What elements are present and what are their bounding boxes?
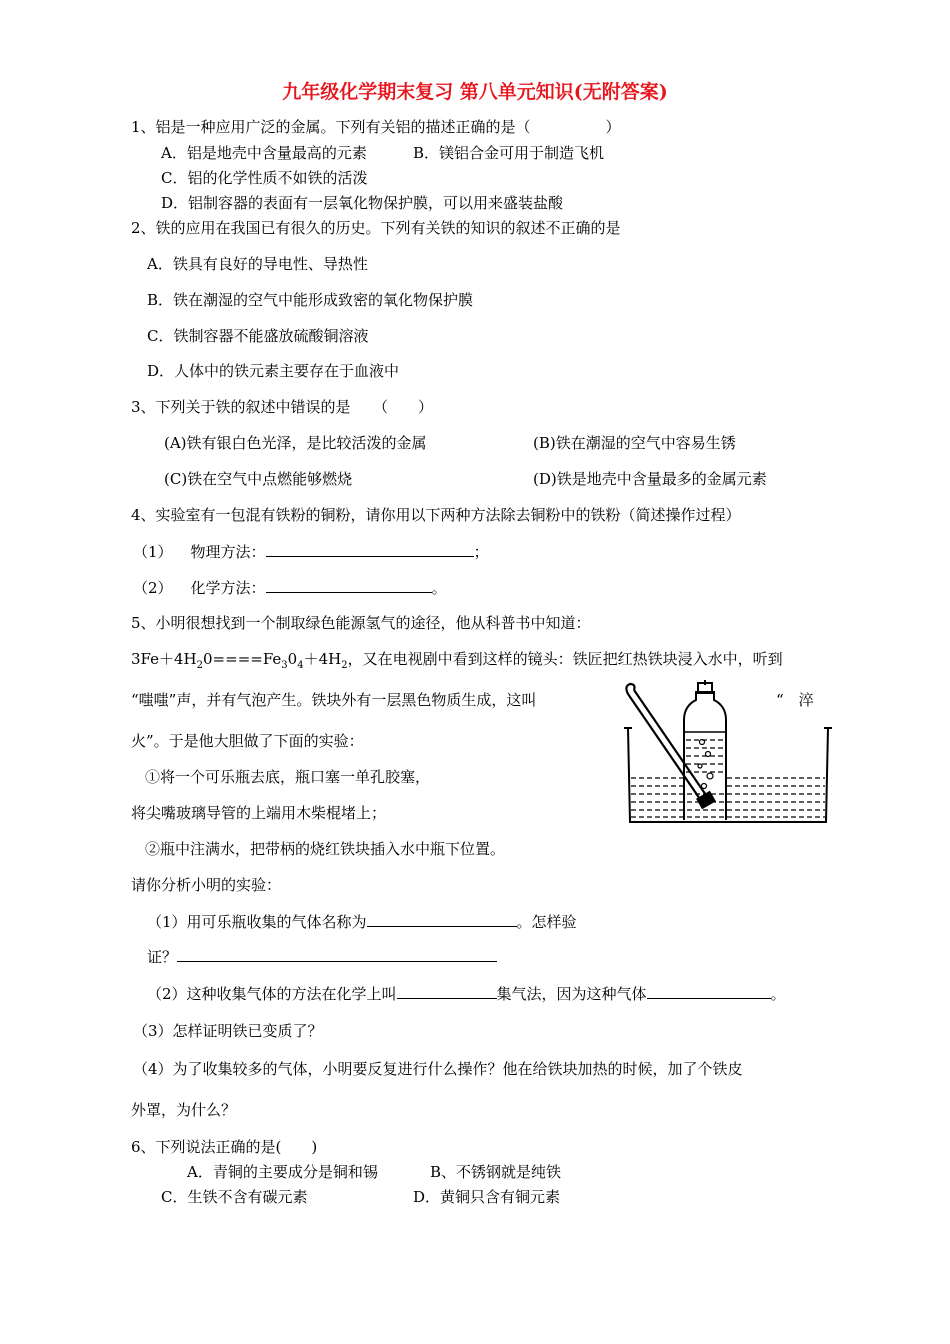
q5-sub2-text: （2）这种收集气体的方法在化学上叫 bbox=[147, 985, 397, 1003]
q6-option-c: C．生铁不含有碳元素 bbox=[161, 1188, 308, 1206]
q5-sub2-reason-blank[interactable] bbox=[647, 983, 771, 999]
q4-part2-number: （2） bbox=[133, 579, 173, 597]
equation-part: 3Fe＋4H bbox=[131, 650, 197, 668]
q4-stem: 4、实验室有一包混有铁粉的铜粉，请你用以下两种方法除去铜粉中的铁粉（简述操作过程） bbox=[131, 506, 741, 524]
q4-part1-end: ； bbox=[473, 543, 489, 561]
q5-equation-line bbox=[131, 649, 783, 669]
q3-option-b: (B)铁在潮湿的空气中容易生锈 bbox=[533, 434, 736, 452]
q3-option-a: (A)铁有银白色光泽，是比较活泼的金属 bbox=[164, 434, 427, 452]
equation-part: 0====Fe bbox=[203, 650, 282, 668]
q2-option-c: C．铁制容器不能盛放硫酸铜溶液 bbox=[147, 327, 369, 345]
iron-handle bbox=[626, 684, 708, 802]
q1-option-d: D．铝制容器的表面有一层氧化物保护膜，可以用来盛装盐酸 bbox=[161, 194, 564, 212]
page-title: 九年级化学期末复习 第八单元知识(无附答案) bbox=[282, 81, 668, 103]
equation-tail: ，又在电视剧中看到这样的镜头：铁匠把红热铁块浸入水中，听到 bbox=[347, 650, 783, 668]
q4-part1 bbox=[133, 541, 489, 562]
q2-option-b: B．铁在潮湿的空气中能形成致密的氧化物保护膜 bbox=[147, 291, 474, 309]
q5-stem: 5、小明很想找到一个制取绿色能源氢气的途径，他从科普书中知道： bbox=[131, 614, 591, 632]
experiment-diagram bbox=[622, 680, 838, 825]
q1-option-c: C．铝的化学性质不如铁的活泼 bbox=[161, 169, 368, 187]
q5-line3-end: “ 淬 bbox=[776, 691, 814, 709]
q5-sub3: （3）怎样证明铁已变质了？ bbox=[133, 1022, 323, 1040]
q6-stem: 6、下列说法正确的是( ) bbox=[131, 1138, 318, 1156]
q1-option-a: A．铝是地壳中含量最高的元素 bbox=[161, 144, 367, 162]
q6-option-b: B、不锈钢就是纯铁 bbox=[430, 1163, 562, 1181]
q2-option-a: A．铁具有良好的导电性、导热性 bbox=[147, 255, 368, 273]
q5-sub1-verify bbox=[147, 946, 497, 967]
equation-subscript: 2 bbox=[196, 660, 204, 671]
q5-sub2 bbox=[147, 983, 786, 1004]
q4-part2 bbox=[133, 577, 447, 598]
q5-sub4-cont: 外罩，为什么？ bbox=[131, 1101, 237, 1119]
q5-line3: “嗤嗤”声，并有气泡产生。铁块外有一层黑色物质生成，这叫 bbox=[131, 691, 537, 709]
q6-option-d: D．黄铜只含有铜元素 bbox=[413, 1188, 561, 1206]
q3-option-c: (C)铁在空气中点燃能够燃烧 bbox=[164, 470, 353, 488]
q5-sub1-text-end: 。怎样验 bbox=[516, 913, 577, 931]
q4-part2-label: 化学方法： bbox=[190, 579, 266, 597]
q5-step1-cont: 将尖嘴玻璃导管的上端用木柴棍堵上； bbox=[131, 804, 387, 822]
beaker-outline bbox=[628, 728, 828, 822]
equation-part: ＋4H bbox=[303, 650, 342, 668]
q4-part1-number: （1） bbox=[133, 543, 173, 561]
q3-stem: 3、下列关于铁的叙述中错误的是 （ ） bbox=[131, 398, 434, 416]
equation-subscript: 2 bbox=[341, 660, 348, 671]
q2-option-d: D．人体中的铁元素主要存在于血液中 bbox=[147, 362, 400, 380]
q5-sub2-method-blank[interactable] bbox=[397, 983, 497, 999]
q5-sub1-verify-blank[interactable] bbox=[177, 946, 497, 962]
q1-stem: 1、铝是一种应用广泛的金属。下列有关铝的描述正确的是（ ） bbox=[131, 118, 621, 136]
q5-sub1-gas-blank[interactable] bbox=[367, 911, 517, 927]
q5-line4: 火”。于是他大胆做了下面的实验： bbox=[131, 732, 364, 750]
equation-subscript: 4 bbox=[297, 660, 304, 671]
q2-stem: 2、铁的应用在我国已有很久的历史。下列有关铁的知识的叙述不正确的是 bbox=[131, 219, 621, 237]
q6-option-a: A．青铜的主要成分是铜和锡 bbox=[187, 1163, 378, 1181]
q5-sub2-text-mid: 集气法，因为这种气体 bbox=[496, 985, 647, 1003]
q5-sub2-end: 。 bbox=[770, 985, 786, 1003]
q5-analyze: 请你分析小明的实验： bbox=[131, 876, 282, 894]
water-lines bbox=[631, 740, 825, 817]
q4-part2-end: 。 bbox=[431, 579, 447, 597]
q4-part1-label: 物理方法： bbox=[190, 543, 266, 561]
q1-option-b: B．镁铝合金可用于制造飞机 bbox=[413, 144, 605, 162]
q5-step2: ②瓶中注满水，把带柄的烧红铁块插入水中瓶下位置。 bbox=[145, 840, 506, 858]
equation-part: 0 bbox=[287, 650, 298, 668]
equation-subscript: 3 bbox=[281, 660, 288, 671]
q5-step1: ①将一个可乐瓶去底，瓶口塞一单孔胶塞， bbox=[145, 768, 431, 786]
q3-option-d: (D)铁是地壳中含量最多的金属元素 bbox=[533, 470, 767, 488]
q5-sub1-verify-label: 证？ bbox=[147, 948, 178, 966]
q4-part1-answer-blank[interactable] bbox=[266, 541, 474, 557]
q4-part2-answer-blank[interactable] bbox=[266, 577, 432, 593]
q5-sub4: （4）为了收集较多的气体，小明要反复进行什么操作？他在给铁块加热的时候，加了个铁皮 bbox=[133, 1060, 743, 1078]
q5-sub1 bbox=[147, 911, 577, 932]
q5-sub1-text: （1）用可乐瓶收集的气体名称为 bbox=[147, 913, 367, 931]
